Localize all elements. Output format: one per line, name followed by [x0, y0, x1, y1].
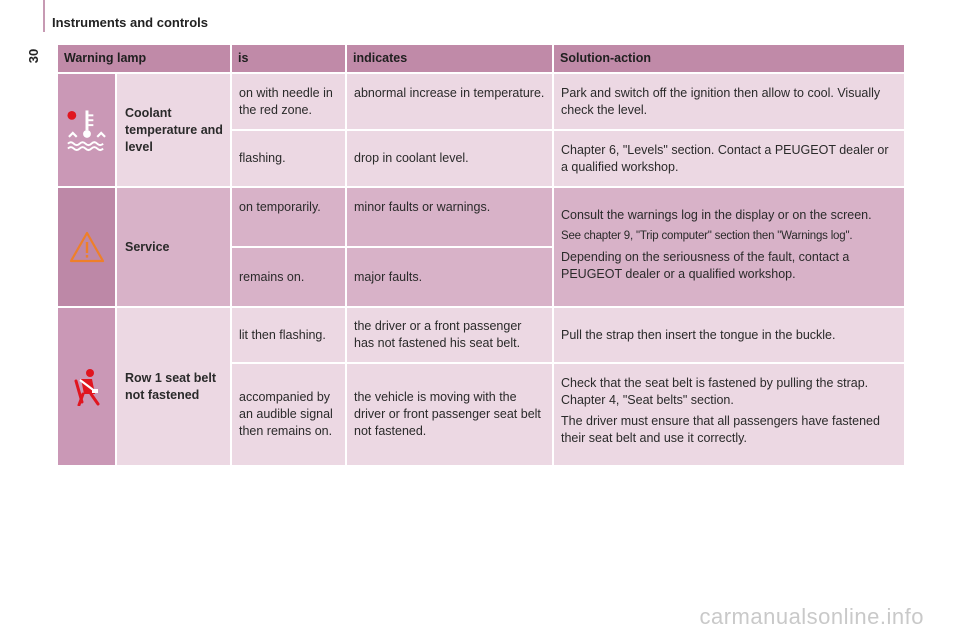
seatbelt-lamp-name: Row 1 seat belt not fastened	[117, 308, 230, 465]
seatbelt-row2-is: accompanied by an audible signal then remains on.	[232, 364, 345, 465]
column-header-warning-lamp: Warning lamp	[58, 45, 230, 72]
seatbelt-row1-is: lit then flashing.	[232, 308, 345, 362]
service-row1-indicates: minor faults or warnings.	[347, 188, 552, 246]
column-header-indicates: indicates	[347, 45, 552, 72]
section-title: Instruments and controls	[52, 15, 209, 30]
coolant-row1-indicates: abnormal increase in temperature.	[347, 74, 552, 129]
seat-belt-icon	[70, 368, 104, 406]
service-solution	[554, 188, 904, 306]
service-solution-line-1: Consult the warnings log in the display or on the screen.	[561, 208, 872, 222]
coolant-temperature-icon	[65, 108, 108, 152]
service-row2-is: remains on.	[232, 248, 345, 306]
service-icon-cell	[58, 188, 115, 306]
coolant-row2-is: flashing.	[232, 131, 345, 186]
warning-triangle-icon	[68, 230, 106, 264]
watermark: carmanualsonline.info	[699, 604, 924, 629]
coolant-row1-is: on with needle in the red zone.	[232, 74, 345, 129]
coolant-icon-cell	[58, 74, 115, 186]
service-solution-line-2: See chapter 9, "Trip computer" section then "Warnings log".	[561, 230, 853, 242]
coolant-row2-indicates: drop in coolant level.	[347, 131, 552, 186]
seatbelt-row2-indicates: the vehicle is moving with the driver or front passenger seat belt not fastened.	[347, 364, 552, 465]
service-row2-indicates: major faults.	[347, 248, 552, 306]
coolant-row2-solution: Chapter 6, "Levels" section. Contact a PEUGEOT dealer or a qualified workshop.	[554, 131, 904, 186]
seatbelt-row2-solution	[554, 364, 904, 465]
page-number: 30	[26, 48, 41, 64]
service-lamp-name: Service	[117, 188, 230, 306]
coolant-row1-solution: Park and switch off the ignition then allow to cool. Visually check the level.	[554, 74, 904, 129]
seatbelt-row1-solution: Pull the strap then insert the tongue in the buckle.	[554, 308, 904, 362]
seatbelt-row2-solution-line-2: The driver must ensure that all passengers have fastened their seat belt and use it correctly.	[561, 414, 880, 445]
side-accent-bar	[43, 0, 45, 32]
service-solution-line-3: Depending on the seriousness of the fault, contact a PEUGEOT dealer or a qualified workshop.	[561, 250, 850, 281]
coolant-lamp-name: Coolant temperature and level	[117, 74, 230, 186]
seatbelt-row1-indicates: the driver or a front passenger has not fastened his seat belt.	[347, 308, 552, 362]
seatbelt-row2-solution-line-1: Check that the seat belt is fastened by pulling the strap. Chapter 4, "Seat belts" section.	[561, 376, 869, 407]
warning-lamps-table	[58, 45, 904, 458]
column-header-solution: Solution-action	[554, 45, 904, 72]
column-header-is: is	[232, 45, 345, 72]
seatbelt-icon-cell	[58, 308, 115, 465]
service-row1-is: on temporarily.	[232, 188, 345, 246]
